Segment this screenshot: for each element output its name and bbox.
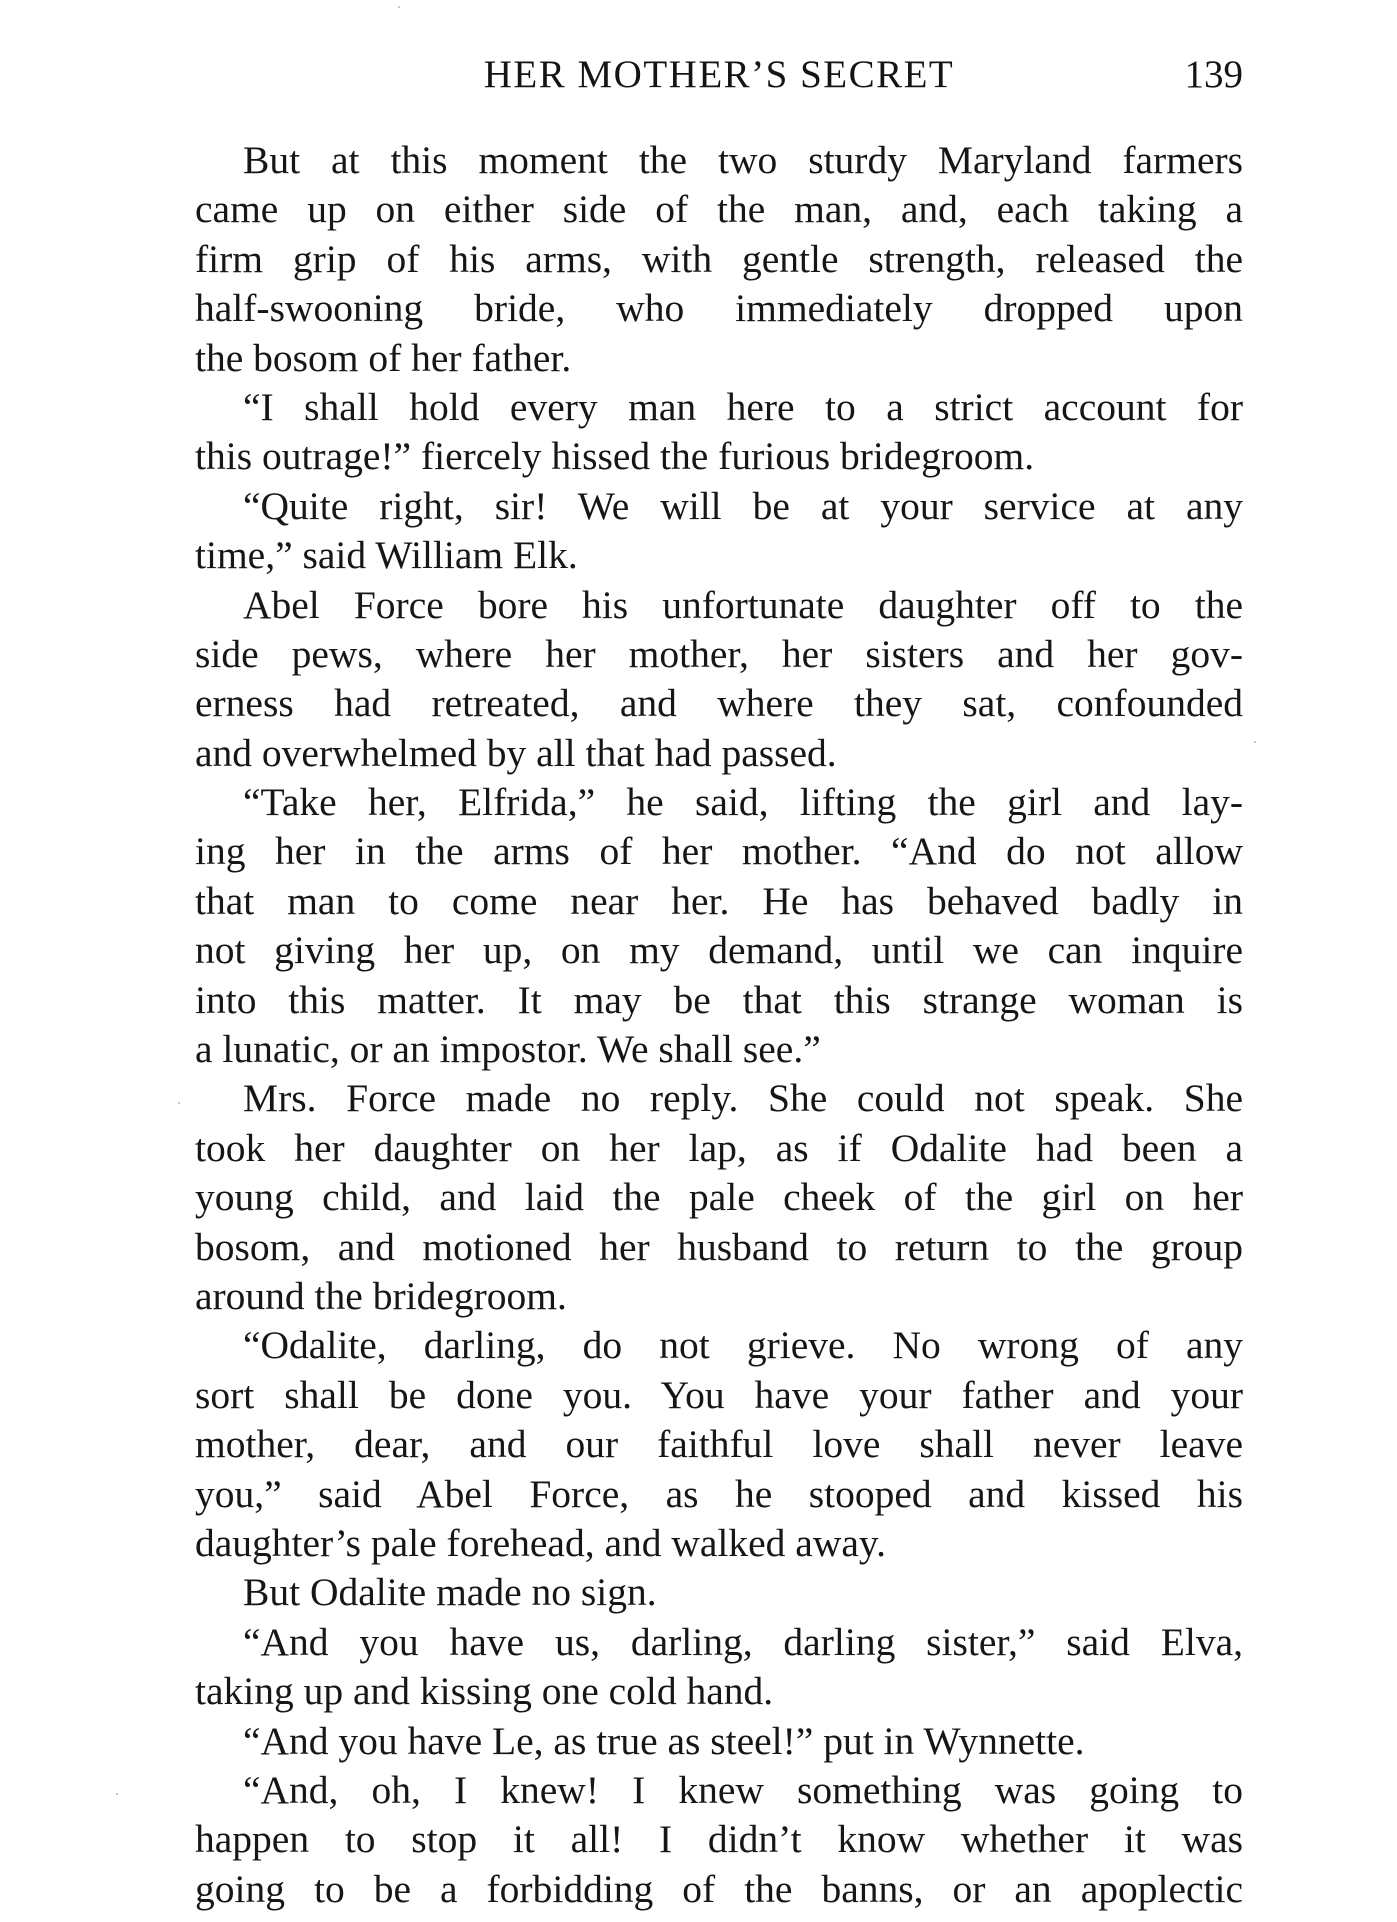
text-line: a lunatic, or an impostor. We shall see.”	[195, 1027, 821, 1072]
paragraph	[195, 1568, 1243, 1617]
paper-speck	[116, 1793, 118, 1795]
paper-speck	[1254, 741, 1256, 743]
text-line: and overwhelmed by all that had passed.	[195, 730, 837, 775]
paragraph	[195, 778, 1243, 1074]
text-line: “And you have us, darling, darling sister,” said Elva,	[243, 1619, 1243, 1664]
paragraph	[195, 1321, 1243, 1568]
paragraph	[195, 1618, 1243, 1717]
paragraph	[195, 136, 1243, 383]
text-line: Mrs. Force made no reply. She could not speak. She	[243, 1076, 1243, 1121]
paragraph	[195, 482, 1243, 581]
paragraph	[195, 1717, 1243, 1766]
text-line: “Take her, Elfrida,” he said, lifting the girl and lay-	[243, 780, 1243, 825]
text-line: half-swooning bride, who immediately dropped upon	[195, 286, 1243, 331]
text-line: took her daughter on her lap, as if Odalite had been a	[195, 1125, 1243, 1170]
text-line: came up on either side of the man, and, each taking a	[195, 187, 1243, 232]
text-line: bosom, and motioned her husband to return to the group	[195, 1224, 1243, 1269]
paragraph	[195, 581, 1243, 779]
paragraph	[195, 1074, 1243, 1321]
text-line: ing her in the arms of her mother. “And do not allow	[195, 829, 1243, 874]
paragraph	[195, 1766, 1243, 1914]
text-line: But Odalite made no sign.	[243, 1570, 657, 1615]
text-line: daughter’s pale forehead, and walked away.	[195, 1520, 886, 1565]
text-line: going to be a forbidding of the banns, or an apoplectic	[195, 1866, 1243, 1911]
page-number: 139	[1184, 53, 1243, 96]
text-line: the bosom of her father.	[195, 335, 572, 380]
paper-speck	[178, 1102, 180, 1104]
text-line: “And you have Le, as true as steel!” put in Wynnette.	[243, 1718, 1085, 1763]
body-text	[195, 136, 1243, 1914]
text-line: “Odalite, darling, do not grieve. No wrong of any	[243, 1323, 1243, 1368]
running-title: HER MOTHER’S SECRET	[483, 53, 955, 96]
text-line: Abel Force bore his unfortunate daughter off to the	[243, 582, 1243, 627]
text-line: around the bridegroom.	[195, 1273, 567, 1318]
text-line: side pews, where her mother, her sisters and her gov-	[195, 631, 1243, 676]
text-line: young child, and laid the pale cheek of the girl on her	[195, 1175, 1243, 1220]
paper-speck	[398, 6, 400, 8]
text-line: this outrage!” fiercely hissed the furious bridegroom.	[195, 434, 1035, 479]
text-line: you,” said Abel Force, as he stooped and kissed his	[195, 1471, 1243, 1516]
text-line: firm grip of his arms, with gentle strength, released the	[195, 236, 1243, 281]
text-line: “Quite right, sir! We will be at your service at any	[243, 483, 1243, 528]
text-line: mother, dear, and our faithful love shall never leave	[195, 1422, 1243, 1467]
text-line: taking up and kissing one cold hand.	[195, 1669, 774, 1714]
paragraph	[195, 383, 1243, 482]
text-line: “I shall hold every man here to a strict account for	[243, 384, 1243, 429]
text-line: sort shall be done you. You have your father and your	[195, 1372, 1243, 1417]
running-head	[195, 52, 1243, 112]
text-line: that man to come near her. He has behaved badly in	[195, 878, 1243, 923]
text-line: But at this moment the two sturdy Maryland farmers	[243, 138, 1243, 182]
text-line: happen to stop it all! I didn’t know whether it was	[195, 1817, 1243, 1862]
text-line: not giving her up, on my demand, until we can inquire	[195, 928, 1243, 973]
text-line: erness had retreated, and where they sat, confounded	[195, 681, 1243, 726]
text-line: “And, oh, I knew! I knew something was going to	[243, 1767, 1243, 1812]
text-line: time,” said William Elk.	[195, 533, 578, 578]
text-line: into this matter. It may be that this strange woman is	[195, 977, 1243, 1022]
